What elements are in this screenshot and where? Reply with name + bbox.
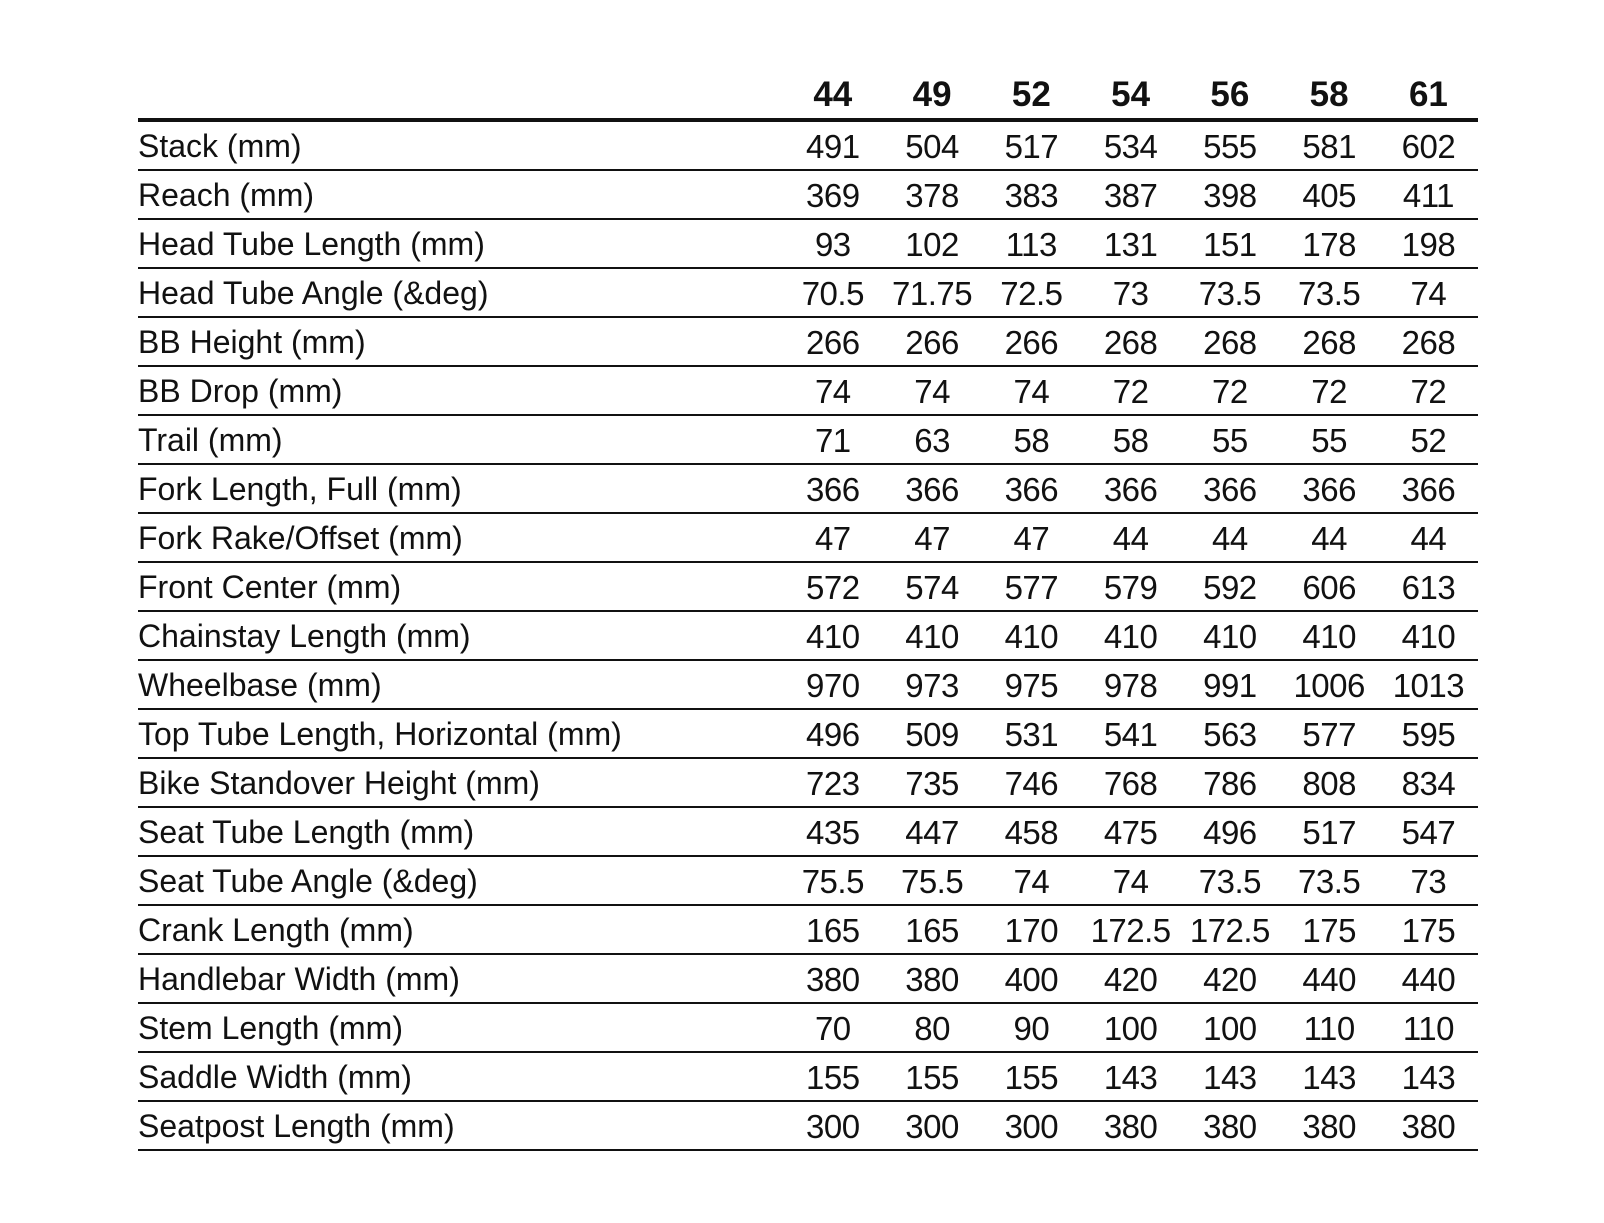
row-label: BB Height (mm) — [138, 324, 366, 360]
row-value: 400 — [1004, 961, 1059, 998]
row-label: Seatpost Length (mm) — [138, 1108, 455, 1144]
size-header: 44 — [813, 75, 853, 114]
table-row — [138, 416, 1478, 465]
row-value: 55 — [1311, 422, 1347, 459]
row-value: 378 — [905, 177, 959, 214]
row-label: Stack (mm) — [138, 128, 302, 164]
row-value: 517 — [1302, 814, 1356, 851]
row-value: 366 — [1103, 471, 1158, 508]
table-body — [138, 122, 1478, 1151]
size-header: 54 — [1111, 75, 1151, 114]
table-row — [138, 122, 1478, 171]
row-value: 509 — [905, 716, 959, 753]
row-value: 175 — [1401, 912, 1456, 949]
row-value: 475 — [1103, 814, 1158, 851]
row-value: 198 — [1401, 226, 1456, 263]
row-value: 1013 — [1392, 667, 1465, 704]
size-header-row — [138, 72, 1478, 122]
row-value: 72 — [1112, 373, 1149, 410]
row-value: 44 — [1311, 520, 1347, 557]
row-value: 80 — [914, 1010, 950, 1047]
row-value: 735 — [905, 765, 959, 802]
size-header: 49 — [912, 75, 952, 114]
table-row — [138, 710, 1478, 759]
row-value: 410 — [1004, 618, 1059, 655]
row-value: 102 — [905, 226, 959, 263]
row-value: 72 — [1410, 373, 1447, 410]
row-value: 58 — [1013, 422, 1050, 459]
row-label: Fork Rake/Offset (mm) — [138, 520, 463, 556]
row-value: 70.5 — [801, 275, 864, 312]
row-value: 73 — [1112, 275, 1149, 312]
row-value: 786 — [1203, 765, 1257, 802]
row-value: 143 — [1401, 1059, 1456, 1096]
row-value: 300 — [1004, 1108, 1059, 1145]
table-row — [138, 171, 1478, 220]
size-header: 61 — [1408, 75, 1448, 114]
row-value: 366 — [1203, 471, 1257, 508]
row-label: Saddle Width (mm) — [138, 1059, 412, 1095]
row-value: 405 — [1302, 177, 1356, 214]
row-value: 581 — [1302, 128, 1356, 165]
row-value: 504 — [905, 128, 959, 165]
row-value: 74 — [914, 373, 950, 410]
row-value: 170 — [1004, 912, 1059, 949]
row-value: 52 — [1410, 422, 1447, 459]
row-value: 577 — [1302, 716, 1356, 753]
table-row — [138, 661, 1478, 710]
row-value: 75.5 — [801, 863, 864, 900]
table-row — [138, 318, 1478, 367]
row-label: Trail (mm) — [138, 422, 283, 458]
row-value: 496 — [1203, 814, 1257, 851]
row-value: 440 — [1401, 961, 1456, 998]
table-row — [138, 367, 1478, 416]
row-value: 155 — [1004, 1059, 1059, 1096]
row-value: 44 — [1410, 520, 1447, 557]
row-value: 410 — [1103, 618, 1158, 655]
row-value: 380 — [1203, 1108, 1257, 1145]
row-value: 978 — [1103, 667, 1158, 704]
table-row — [138, 955, 1478, 1004]
row-value: 380 — [806, 961, 860, 998]
row-value: 369 — [806, 177, 860, 214]
geometry-table — [138, 72, 1478, 1151]
row-value: 151 — [1203, 226, 1257, 263]
row-value: 1006 — [1293, 667, 1365, 704]
row-value: 366 — [1004, 471, 1059, 508]
row-label: Stem Length (mm) — [138, 1010, 403, 1046]
row-value: 143 — [1302, 1059, 1356, 1096]
row-value: 44 — [1112, 520, 1149, 557]
row-value: 410 — [1302, 618, 1356, 655]
row-value: 110 — [1402, 1010, 1454, 1047]
row-value: 74 — [1410, 275, 1447, 312]
row-label: Handlebar Width (mm) — [138, 961, 460, 997]
row-value: 73 — [1410, 863, 1447, 900]
size-header: 52 — [1011, 75, 1051, 114]
row-value: 534 — [1103, 128, 1158, 165]
row-value: 90 — [1013, 1010, 1050, 1047]
table-row — [138, 465, 1478, 514]
table-row — [138, 857, 1478, 906]
row-value: 410 — [806, 618, 860, 655]
row-value: 100 — [1203, 1010, 1257, 1047]
row-value: 746 — [1004, 765, 1059, 802]
row-value: 73.5 — [1298, 275, 1361, 312]
row-value: 973 — [905, 667, 959, 704]
row-value: 73.5 — [1198, 275, 1261, 312]
row-value: 47 — [1013, 520, 1050, 557]
row-value: 366 — [905, 471, 959, 508]
row-value: 266 — [806, 324, 860, 361]
row-value: 143 — [1103, 1059, 1158, 1096]
row-value: 55 — [1212, 422, 1248, 459]
row-value: 606 — [1302, 569, 1356, 606]
table-row — [138, 759, 1478, 808]
row-value: 47 — [914, 520, 950, 557]
row-value: 613 — [1401, 569, 1456, 606]
row-value: 440 — [1302, 961, 1356, 998]
row-value: 572 — [806, 569, 860, 606]
row-value: 563 — [1203, 716, 1257, 753]
row-value: 410 — [905, 618, 959, 655]
row-value: 458 — [1004, 814, 1059, 851]
row-value: 970 — [806, 667, 860, 704]
size-header: 58 — [1309, 75, 1349, 114]
row-value: 74 — [1013, 373, 1050, 410]
row-value: 834 — [1401, 765, 1456, 802]
row-value: 155 — [806, 1059, 860, 1096]
row-value: 165 — [806, 912, 860, 949]
row-value: 266 — [905, 324, 959, 361]
row-value: 723 — [806, 765, 860, 802]
row-value: 72 — [1212, 373, 1248, 410]
row-value: 73.5 — [1198, 863, 1261, 900]
row-value: 410 — [1401, 618, 1456, 655]
row-label: Seat Tube Length (mm) — [138, 814, 475, 850]
row-value: 58 — [1112, 422, 1149, 459]
row-value: 768 — [1103, 765, 1158, 802]
table-row — [138, 269, 1478, 318]
row-value: 72 — [1311, 373, 1347, 410]
row-value: 172.5 — [1090, 912, 1171, 949]
table-row — [138, 1102, 1478, 1151]
table-row — [138, 220, 1478, 269]
table-row — [138, 1053, 1478, 1102]
row-value: 602 — [1401, 128, 1456, 165]
row-value: 72.5 — [1000, 275, 1063, 312]
row-value: 178 — [1302, 226, 1356, 263]
row-value: 491 — [806, 128, 860, 165]
row-value: 496 — [806, 716, 860, 753]
table-row — [138, 612, 1478, 661]
row-value: 387 — [1103, 177, 1158, 214]
table-row — [138, 563, 1478, 612]
row-value: 383 — [1004, 177, 1059, 214]
row-value: 975 — [1004, 667, 1059, 704]
table-row — [138, 906, 1478, 955]
row-label: BB Drop (mm) — [138, 373, 343, 409]
row-value: 75.5 — [900, 863, 964, 900]
row-value: 531 — [1004, 716, 1059, 753]
row-value: 172.5 — [1189, 912, 1270, 949]
row-value: 555 — [1203, 128, 1257, 165]
row-value: 71 — [814, 422, 851, 459]
row-value: 398 — [1203, 177, 1257, 214]
row-value: 541 — [1103, 716, 1158, 753]
row-value: 143 — [1203, 1059, 1257, 1096]
row-value: 300 — [905, 1108, 959, 1145]
row-value: 411 — [1402, 177, 1454, 214]
row-value: 47 — [814, 520, 851, 557]
row-value: 808 — [1302, 765, 1356, 802]
row-label: Head Tube Angle (&deg) — [138, 275, 489, 311]
row-value: 110 — [1303, 1010, 1355, 1047]
row-label: Fork Length, Full (mm) — [138, 471, 462, 507]
row-value: 435 — [806, 814, 860, 851]
row-value: 113 — [1005, 226, 1057, 263]
row-value: 595 — [1401, 716, 1456, 753]
row-value: 592 — [1203, 569, 1257, 606]
row-label: Front Center (mm) — [138, 569, 402, 605]
row-label: Reach (mm) — [138, 177, 315, 213]
row-label: Bike Standover Height (mm) — [138, 765, 540, 801]
row-value: 268 — [1401, 324, 1456, 361]
row-value: 366 — [1401, 471, 1456, 508]
row-value: 266 — [1004, 324, 1059, 361]
row-label: Chainstay Length (mm) — [138, 618, 471, 654]
row-value: 165 — [905, 912, 959, 949]
row-value: 366 — [1302, 471, 1356, 508]
row-value: 74 — [1112, 863, 1149, 900]
row-value: 71.75 — [892, 275, 973, 312]
row-value: 517 — [1004, 128, 1059, 165]
row-label: Seat Tube Angle (&deg) — [138, 863, 478, 899]
table-row — [138, 514, 1478, 563]
table-row — [138, 1004, 1478, 1053]
row-value: 574 — [905, 569, 959, 606]
row-value: 447 — [905, 814, 959, 851]
row-value: 93 — [814, 226, 851, 263]
row-value: 63 — [914, 422, 950, 459]
row-value: 547 — [1401, 814, 1456, 851]
row-label: Crank Length (mm) — [138, 912, 414, 948]
row-value: 380 — [1302, 1108, 1356, 1145]
table-row — [138, 808, 1478, 857]
row-value: 268 — [1203, 324, 1257, 361]
row-value: 380 — [905, 961, 959, 998]
row-label: Wheelbase (mm) — [138, 667, 382, 703]
row-value: 268 — [1302, 324, 1356, 361]
row-value: 366 — [806, 471, 860, 508]
row-value: 380 — [1401, 1108, 1456, 1145]
row-value: 577 — [1004, 569, 1059, 606]
row-value: 100 — [1103, 1010, 1158, 1047]
row-value: 175 — [1302, 912, 1356, 949]
row-value: 991 — [1203, 667, 1257, 704]
row-value: 420 — [1103, 961, 1158, 998]
row-value: 420 — [1203, 961, 1257, 998]
size-header: 56 — [1210, 75, 1250, 114]
row-value: 70 — [814, 1010, 851, 1047]
row-value: 74 — [814, 373, 851, 410]
row-value: 300 — [806, 1108, 860, 1145]
row-value: 74 — [1013, 863, 1050, 900]
row-label: Head Tube Length (mm) — [138, 226, 485, 262]
row-value: 268 — [1103, 324, 1158, 361]
row-value: 380 — [1103, 1108, 1158, 1145]
row-value: 410 — [1203, 618, 1257, 655]
row-value: 73.5 — [1298, 863, 1361, 900]
row-value: 131 — [1103, 226, 1158, 263]
row-value: 44 — [1212, 520, 1248, 557]
row-value: 579 — [1103, 569, 1158, 606]
row-label: Top Tube Length, Horizontal (mm) — [138, 716, 622, 752]
row-value: 155 — [905, 1059, 959, 1096]
